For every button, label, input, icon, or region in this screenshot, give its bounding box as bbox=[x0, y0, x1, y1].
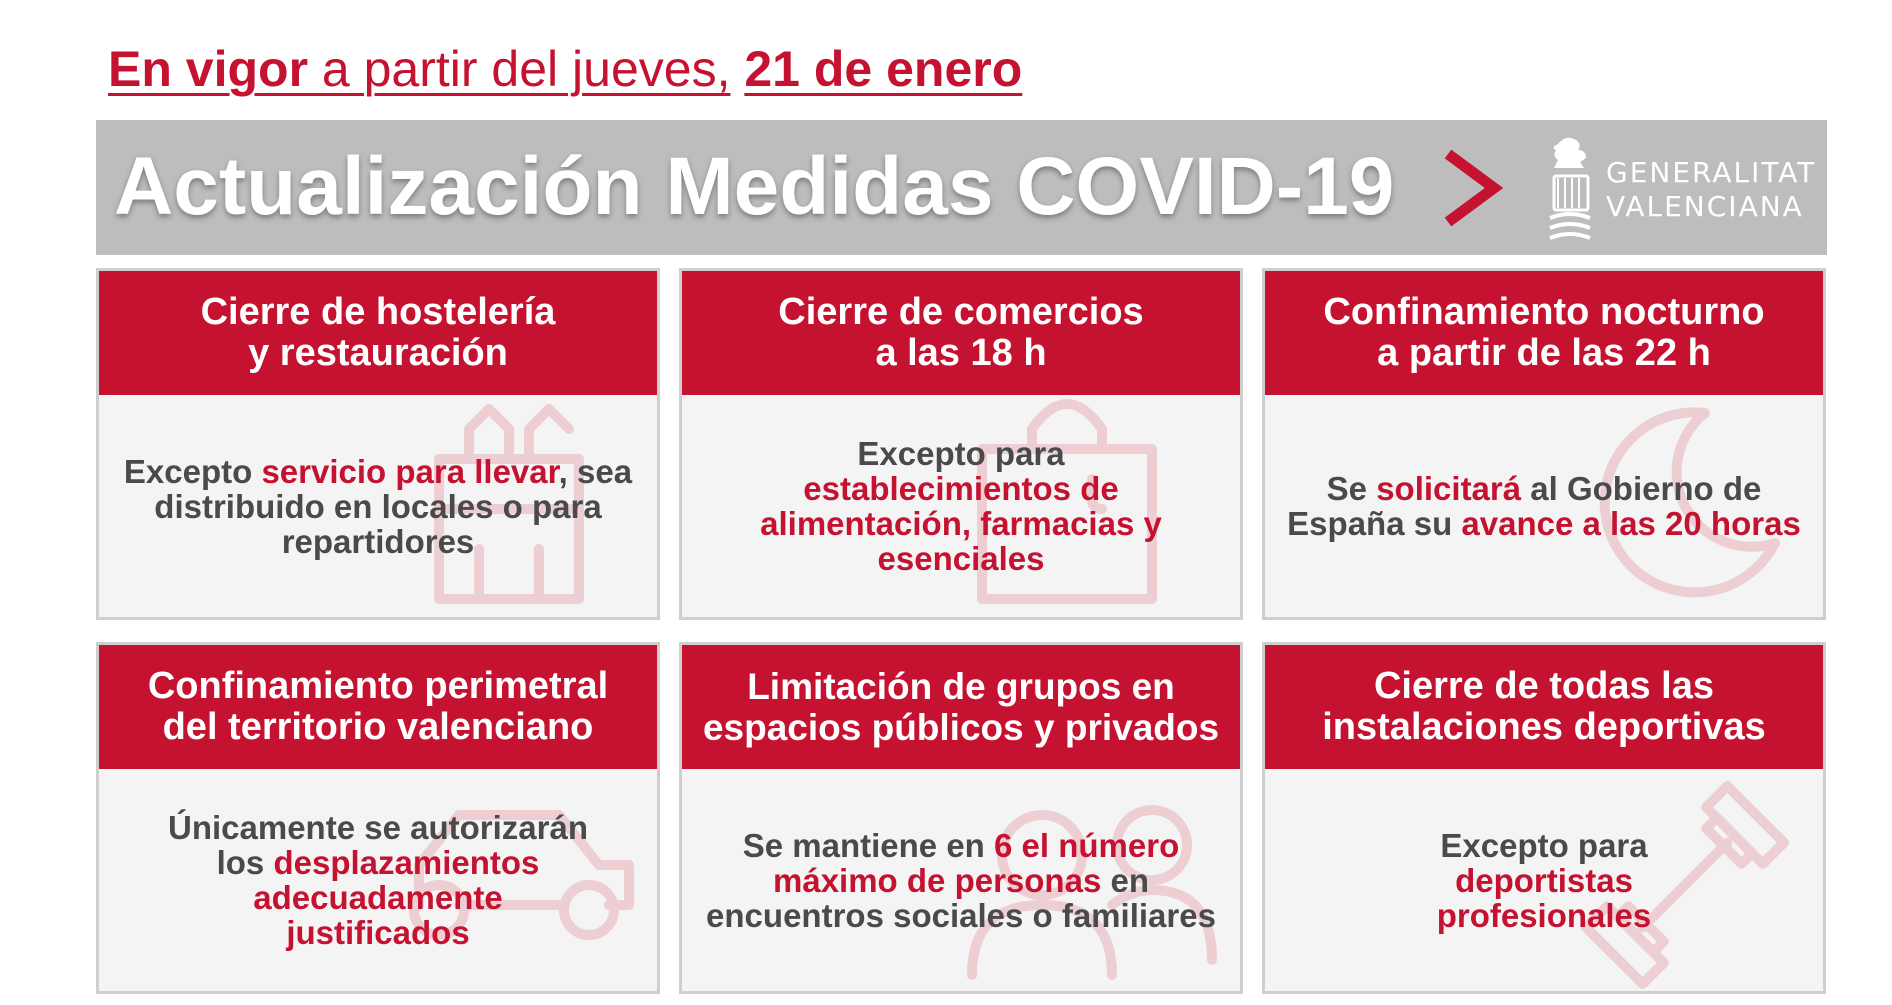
card-title: Cierre de comercios a las 18 h bbox=[682, 271, 1240, 395]
card-hosteleria bbox=[96, 268, 660, 620]
card-title: Limitación de grupos en espacios públicos y privados bbox=[682, 645, 1240, 769]
logo-line-2: VALENCIANA bbox=[1606, 190, 1804, 223]
card-body bbox=[99, 769, 657, 991]
logo-line-1: GENERALITAT bbox=[1606, 156, 1817, 189]
card-confinamiento-nocturno bbox=[1262, 268, 1826, 620]
card-title: Cierre de todas las instalaciones deportivas bbox=[1265, 645, 1823, 769]
body-text: al Gobierno de España su bbox=[1287, 470, 1762, 542]
body-highlight: servicio para llevar bbox=[261, 452, 559, 490]
body-highlight: deportistas profesionales bbox=[1436, 861, 1652, 934]
effective-date-line bbox=[108, 40, 1022, 98]
body-highlight: 6 el número máximo de personas bbox=[773, 826, 1180, 899]
card-title: Cierre de hostelería y restauración bbox=[99, 271, 657, 395]
body-text: Únicamente se autorizarán los bbox=[168, 809, 588, 881]
body-highlight: solicitará bbox=[1376, 470, 1522, 507]
coat-of-arms-icon bbox=[1544, 134, 1596, 244]
card-title: Confinamiento nocturno a partir de las 22 h bbox=[1265, 271, 1823, 395]
card-comercios bbox=[679, 268, 1243, 620]
card-body bbox=[682, 769, 1240, 991]
body-text: Se mantiene en bbox=[742, 826, 995, 864]
generalitat-logo bbox=[1544, 134, 1817, 244]
body-text: Excepto para bbox=[857, 435, 1065, 472]
date-value: 21 de enero bbox=[744, 41, 1023, 97]
body-highlight: establecimientos de alimentación, farmacias y esenciales bbox=[760, 470, 1162, 577]
card-body bbox=[99, 395, 657, 617]
title-banner bbox=[96, 120, 1827, 255]
chevron-right-icon bbox=[1438, 148, 1508, 228]
date-middle: a partir del jueves, bbox=[308, 41, 731, 97]
card-body bbox=[1265, 769, 1823, 991]
date-prefix: En vigor bbox=[108, 41, 309, 97]
card-instalaciones-deportivas bbox=[1262, 642, 1826, 994]
body-text: en encuentros sociales o familiares bbox=[706, 861, 1216, 934]
body-text: Excepto bbox=[123, 452, 262, 490]
card-confinamiento-perimetral bbox=[96, 642, 660, 994]
body-highlight: desplazamientos adecuadamente justificados bbox=[253, 844, 540, 951]
card-body bbox=[1265, 395, 1823, 617]
body-text: , sea distribuido en locales o para repartidores bbox=[154, 452, 633, 560]
logo-text bbox=[1606, 156, 1816, 224]
card-title: Confinamiento perimetral del territorio valenciano bbox=[99, 645, 657, 769]
page-title: Actualización Medidas COVID-19 bbox=[114, 141, 1395, 232]
body-text: Excepto para bbox=[1440, 826, 1648, 864]
card-body bbox=[682, 395, 1240, 617]
card-limitacion-grupos bbox=[679, 642, 1243, 994]
body-highlight: avance a las 20 horas bbox=[1461, 505, 1801, 542]
body-text: Se bbox=[1326, 470, 1377, 507]
